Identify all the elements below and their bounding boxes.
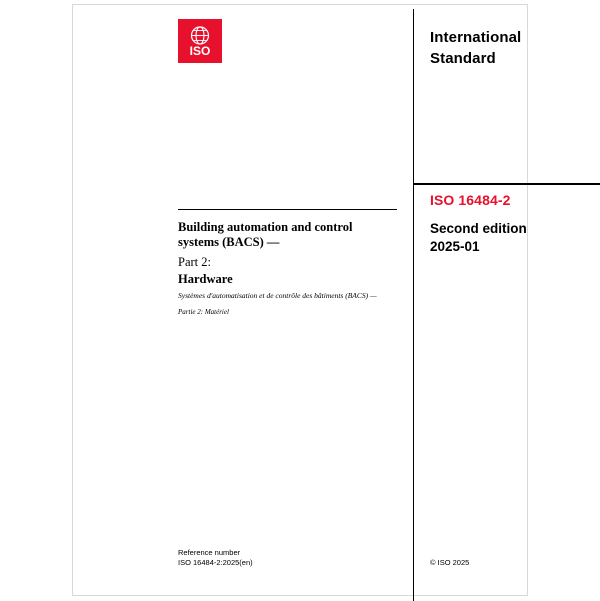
french-title: Systèmes d'automatisation et de contrôle des bâtiments (BACS) —: [178, 291, 377, 300]
reference-number-block: [178, 548, 378, 568]
document-type-line-1: International: [430, 29, 522, 46]
edition-date: 2025-01: [430, 239, 480, 254]
standard-cover: [72, 4, 528, 596]
document-title: Building automation and control systems (BACS) —: [178, 220, 353, 249]
column-divider: [413, 9, 414, 601]
copyright-notice: © ISO 2025: [430, 558, 470, 567]
document-title-french: [178, 291, 393, 317]
reference-number-value: ISO 16484-2:2025(en): [178, 558, 253, 567]
french-part: Partie 2: Matériel: [178, 308, 229, 316]
document-type-line-2: Standard: [430, 50, 496, 67]
svg-text:ISO: ISO: [189, 44, 211, 58]
title-rule: [178, 209, 397, 210]
document-type-heading: [430, 27, 590, 69]
document-part: [178, 255, 393, 287]
standard-number: ISO 16484-2: [430, 192, 511, 208]
part-name: Hardware: [178, 272, 233, 286]
iso-logo: [178, 19, 222, 63]
reference-number-label: Reference number: [178, 548, 241, 557]
standard-number-rule: [414, 183, 600, 185]
part-label: Part 2:: [178, 255, 211, 269]
edition-line: Second edition: [430, 221, 527, 236]
edition-block: [430, 220, 600, 256]
